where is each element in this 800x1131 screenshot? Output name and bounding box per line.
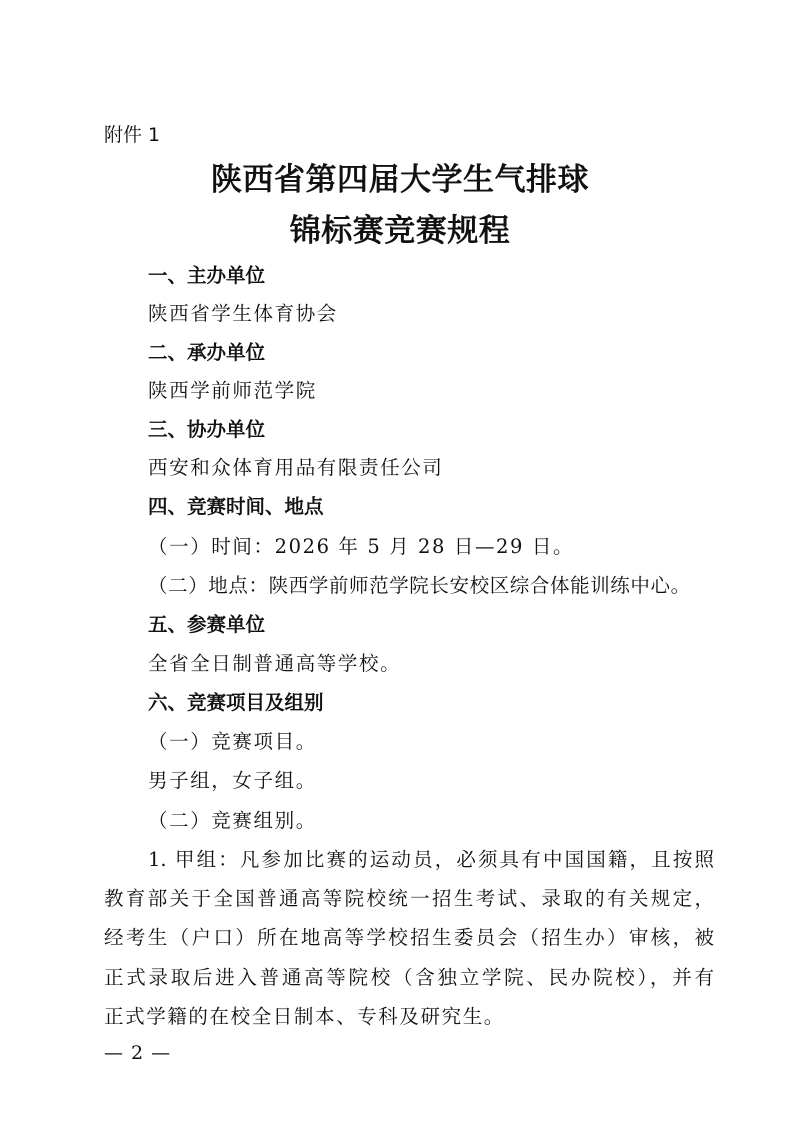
section-events-item-1-body: 男子组，女子组。 bbox=[148, 769, 317, 792]
section-body-host: 陕西学前师范学院 bbox=[148, 379, 317, 402]
section-heading-events: 六、竞赛项目及组别 bbox=[148, 691, 324, 714]
section-heading-participants: 五、参赛单位 bbox=[148, 613, 266, 636]
paragraph-line: 1. 甲组：凡参加比赛的运动员，必须具有中国国籍，且按照 bbox=[148, 848, 714, 871]
paragraph-line: 教育部关于全国普通高等院校统一招生考试、录取的有关规定， bbox=[104, 887, 714, 910]
section-body-co-organizer: 西安和众体育用品有限责任公司 bbox=[148, 456, 444, 479]
attachment-label: 附件 1 bbox=[104, 124, 161, 146]
paragraph-line: 经考生（户口）所在地高等学校招生委员会（招生办）审核，被 bbox=[104, 926, 714, 949]
section-events-item-1: （一）竞赛项目。 bbox=[148, 730, 317, 753]
page-number: — 2 — bbox=[104, 1042, 172, 1064]
section-time: （一）时间：2026 年 5 月 28 日—29 日。 bbox=[148, 535, 575, 558]
section-heading-time-place: 四、竞赛时间、地点 bbox=[148, 495, 324, 518]
section-heading-co-organizer: 三、协办单位 bbox=[148, 418, 266, 441]
section-body-participants: 全省全日制普通高等学校。 bbox=[148, 652, 402, 675]
section-events-item-2: （二）竞赛组别。 bbox=[148, 809, 317, 832]
section-place: （二）地点：陕西学前师范学院长安校区综合体能训练中心。 bbox=[148, 574, 691, 597]
paragraph-line: 正式学籍的在校全日制本、专科及研究生。 bbox=[104, 1005, 505, 1028]
document-title-line-2: 锦标赛竞赛规程 bbox=[289, 213, 511, 249]
section-heading-host: 二、承办单位 bbox=[148, 341, 266, 364]
document-title-line-1: 陕西省第四届大学生气排球 bbox=[211, 162, 589, 198]
paragraph-line: 正式录取后进入普通高等院校（含独立学院、民办院校），并有 bbox=[104, 966, 714, 989]
section-heading-organizer: 一、主办单位 bbox=[148, 264, 266, 287]
section-body-organizer: 陕西省学生体育协会 bbox=[148, 302, 338, 325]
